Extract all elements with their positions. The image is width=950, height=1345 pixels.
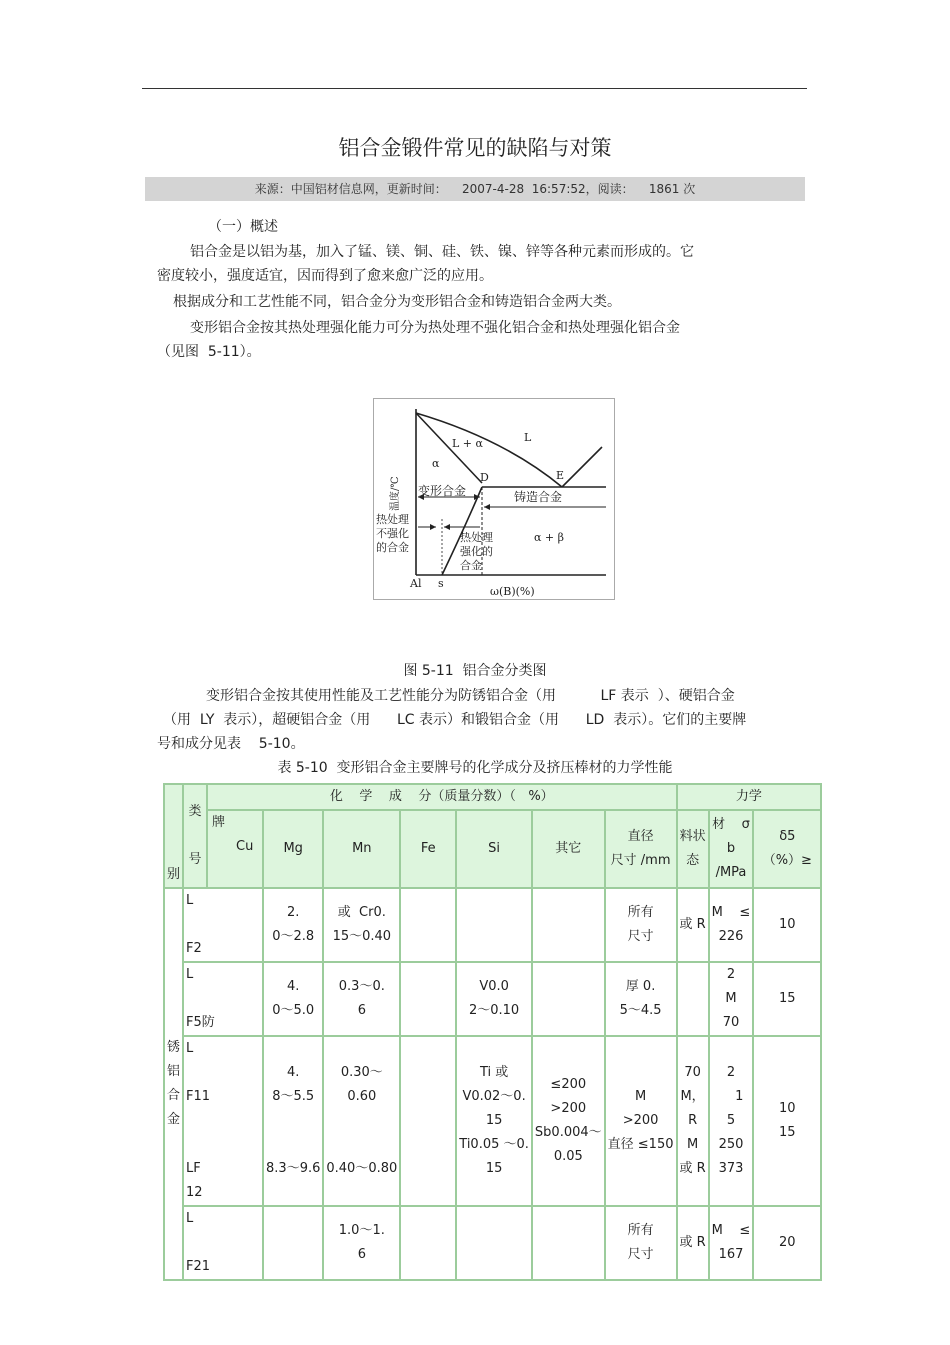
paragraph-4-line-1: 变形铝合金按其使用性能及工艺性能分为防锈铝合金（用 LF 表示 ）、硬铝合金 xyxy=(206,688,735,704)
label-d: D xyxy=(480,471,489,484)
paragraph-4-line-3: 号和成分见表 5-10。 xyxy=(157,736,305,752)
cell-mn: 0.30～ 0.60 0.40～0.80 xyxy=(323,1036,400,1206)
header-sigma: 材 σ b /MPa xyxy=(709,810,754,888)
header-composition: 化 学 成 分（质量分数）（ %） xyxy=(207,784,676,810)
cell-mn: 0.3～0. 6 xyxy=(323,962,400,1036)
label-l: L xyxy=(524,431,532,444)
cell-fe xyxy=(400,1036,456,1206)
label-wrought-alloy: 变形合金 xyxy=(418,484,467,498)
label-al: Al xyxy=(410,577,422,590)
label-heat-2: 强化的 xyxy=(460,545,493,558)
cell-fe xyxy=(400,888,456,962)
liquidus-curve-left xyxy=(416,413,565,487)
header-bie: 别 xyxy=(164,784,183,888)
cell-fe xyxy=(400,1206,456,1280)
table-row xyxy=(164,888,821,962)
table-row xyxy=(164,1206,821,1280)
cell-other: ≤200 >200 Sb0.004～ 0.05 xyxy=(532,1036,605,1206)
header-other: 其它 xyxy=(532,810,605,888)
cell-si: Ti 或 V0.02～0. 15 Ti0.05 ～0. 15 xyxy=(456,1036,532,1206)
cell-delta: 20 xyxy=(753,1206,821,1280)
label-non-heat-3: 的合金 xyxy=(376,541,409,554)
alloy-composition-table xyxy=(163,783,822,1281)
header-delta: δ5 （%）≥ xyxy=(753,810,821,888)
cell-state: 或 R xyxy=(677,888,709,962)
cell-mn: 1.0～1. 6 xyxy=(323,1206,400,1280)
label-cast-alloy: 铸造合金 xyxy=(514,490,563,504)
cell-mg: 2. 0～2.8 xyxy=(263,888,323,962)
paragraph-3-line-2: （见图 5-11）。 xyxy=(157,344,261,360)
cell-delta: 15 xyxy=(753,962,821,1036)
top-rule xyxy=(142,88,807,89)
header-fe: Fe xyxy=(400,810,456,888)
section-heading: （一）概述 xyxy=(208,219,278,235)
group-label: 锈 铝 合 金 xyxy=(164,888,183,1280)
liquidus-curve-right xyxy=(562,447,602,487)
label-non-heat-2: 不强化 xyxy=(376,527,409,540)
article-title: 铝合金锻件常见的缺陷与对策 xyxy=(338,136,612,160)
cell-sigma: 2 M 70 xyxy=(709,962,754,1036)
cell-mg: 4. 8～5.5 8.3～9.6 xyxy=(263,1036,323,1206)
cell-sigma: 2 1 5 250 373 xyxy=(709,1036,754,1206)
cell-state xyxy=(677,962,709,1036)
table-header-row-2 xyxy=(164,810,821,888)
cell-other xyxy=(532,1206,605,1280)
label-heat-3: 合金 xyxy=(460,559,482,572)
header-mechanics: 力学 xyxy=(677,784,822,810)
phase-diagram-figure xyxy=(373,398,615,600)
label-x-axis: ω(B)(%) xyxy=(490,585,535,598)
cell-state: 70 M， R M 或 R xyxy=(677,1036,709,1206)
header-lei: 类 号 xyxy=(183,784,207,888)
cell-sigma: M ≤ 226 xyxy=(709,888,754,962)
cell-fe xyxy=(400,962,456,1036)
header-diameter: 直径 尺寸 /mm xyxy=(605,810,677,888)
table-header-row-1 xyxy=(164,784,821,810)
phase-diagram-svg xyxy=(374,399,614,599)
cell-mn: 或 Cr0. 15～0.40 xyxy=(323,888,400,962)
cell-mg: 4. 0～5.0 xyxy=(263,962,323,1036)
cell-grade: L F11 LF 12 xyxy=(183,1036,263,1206)
label-heat-1: 热处理 xyxy=(460,531,493,544)
cell-sigma: M ≤ 167 xyxy=(709,1206,754,1280)
paragraph-1-line-1: 铝合金是以铝为基，加入了锰、镁、铜、硅、铁、镍、锌等各种元素而形成的。它 xyxy=(190,244,694,260)
label-alpha: α xyxy=(432,457,440,470)
cell-diameter: 所有 尺寸 xyxy=(605,1206,677,1280)
paragraph-4-line-2: （用 LY 表示），超硬铝合金（用 LC 表示）和锻铝合金（用 LD 表示）。它们的主要牌 xyxy=(163,712,747,728)
cell-grade: L F21 xyxy=(183,1206,263,1280)
header-mn: Mn xyxy=(323,810,400,888)
cell-si: V0.0 2～0.10 xyxy=(456,962,532,1036)
table-row xyxy=(164,962,821,1036)
paragraph-1-line-2: 密度较小，强度适宜，因而得到了愈来愈广泛的应用。 xyxy=(157,268,493,284)
figure-caption: 图 5-11 铝合金分类图 xyxy=(403,663,547,679)
cell-grade: L F5防 xyxy=(183,962,263,1036)
label-alpha-beta: α + β xyxy=(534,531,564,544)
cell-si xyxy=(456,1206,532,1280)
label-l-alpha: L + α xyxy=(452,437,483,450)
paragraph-2: 根据成分和工艺性能不同，铝合金分为变形铝合金和铸造铝合金两大类。 xyxy=(173,294,621,310)
paragraph-3-line-1: 变形铝合金按其热处理强化能力可分为热处理不强化铝合金和热处理强化铝合金 xyxy=(190,320,680,336)
cell-delta: 10 15 xyxy=(753,1036,821,1206)
header-mg: Mg xyxy=(263,810,323,888)
table-caption: 表 5-10 变形铝合金主要牌号的化学成分及挤压棒材的力学性能 xyxy=(277,760,673,776)
table-row xyxy=(164,1036,821,1206)
cell-delta: 10 xyxy=(753,888,821,962)
article-meta: 来源：中国铝材信息网，更新时间： 2007-4-28 16:57:52，阅读： 1861 次 xyxy=(145,177,805,201)
cell-diameter: M >200 直径 ≤150 xyxy=(605,1036,677,1206)
cell-other xyxy=(532,962,605,1036)
header-pai: 牌 Cu xyxy=(207,810,263,888)
label-non-heat-1: 热处理 xyxy=(376,513,409,526)
label-s: s xyxy=(438,577,444,590)
cell-state: 或 R xyxy=(677,1206,709,1280)
cell-other xyxy=(532,888,605,962)
header-si: Si xyxy=(456,810,532,888)
label-temp-axis: 温度/℃ xyxy=(390,476,401,511)
header-state: 料状 态 xyxy=(677,810,709,888)
label-e: E xyxy=(556,469,565,482)
cell-diameter: 所有 尺寸 xyxy=(605,888,677,962)
cell-diameter: 厚 0. 5～4.5 xyxy=(605,962,677,1036)
cell-si xyxy=(456,888,532,962)
cell-mg xyxy=(263,1206,323,1280)
cell-grade: L F2 xyxy=(183,888,263,962)
